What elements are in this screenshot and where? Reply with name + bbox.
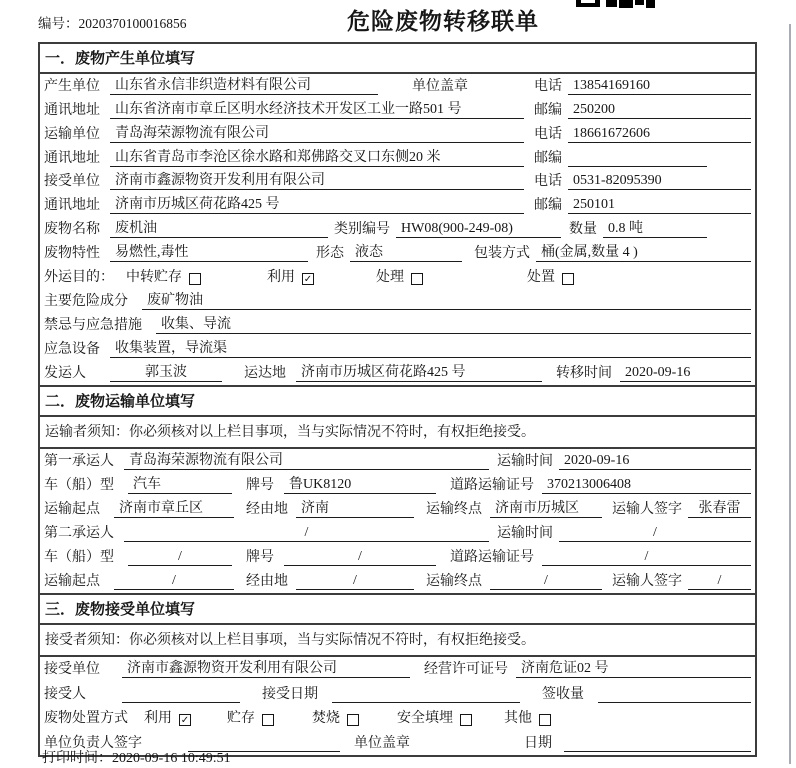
form-row-carrier2-vehicle (40, 545, 755, 569)
transport-time-label: 运输时间 (497, 525, 553, 541)
accept-date-value (332, 686, 520, 703)
producer-zip-value: 250200 (568, 102, 751, 119)
carrier2-sign-value: / (688, 573, 751, 590)
road-permit-label: 道路运输证号 (450, 549, 534, 565)
carrier-sign-label: 运输人签字 (612, 573, 682, 589)
acceptor-label: 接受人 (44, 686, 86, 702)
purpose-use-checkbox: ✓ (303, 274, 313, 286)
shipper-label: 发运人 (44, 365, 86, 381)
packaging-label: 包装方式 (474, 246, 530, 262)
section2-heading: 二．废物运输单位填写 (40, 385, 755, 417)
accept-unit-value: 济南市鑫源物资开发利用有限公司 (122, 657, 410, 678)
quantity-value: 0.8 吨 (603, 217, 707, 238)
manifest-table (38, 42, 757, 757)
form-row-carrier2-route (40, 569, 755, 593)
destination-label: 运达地 (244, 365, 286, 381)
unit-seal-label: 单位盖章 (354, 735, 410, 751)
disposal-landfill-label: 安全填埋 (397, 711, 453, 727)
section2-notice: 运输者须知：你必须核对以上栏目事项，当与实际情况不符时，有权拒绝接受。 (40, 417, 755, 449)
hazard-label: 主要危险成分 (44, 293, 128, 309)
receiver-value: 济南市鑫源物资开发利用有限公司 (110, 169, 524, 190)
measures-label: 禁忌与应急措施 (44, 317, 142, 333)
disposal-burn-checkbox (347, 714, 359, 726)
waste-name-value: 废机油 (110, 217, 328, 238)
receiver-address-value: 济南市历城区荷花路425 号 (110, 193, 524, 214)
form-row-carrier2 (40, 521, 755, 545)
address-label: 通讯地址 (44, 150, 100, 166)
document-title: 危险废物转移联单 (347, 9, 539, 34)
form-row-accept-unit (40, 657, 755, 682)
form-row-disposal (40, 706, 755, 731)
carrier1-permit-value: 370213006408 (542, 477, 751, 494)
via-label: 经由地 (246, 573, 288, 589)
transfer-time-value: 2020-09-16 (620, 365, 751, 382)
carrier-sign-label: 运输人签字 (612, 501, 682, 517)
form-row-measures (40, 313, 755, 337)
carrier2-label: 第二承运人 (44, 525, 114, 541)
disposal-store-label: 贮存 (227, 711, 255, 727)
print-time-label: 打印时间： (42, 751, 112, 766)
purpose-transfer-label: 中转贮存 (126, 270, 182, 286)
license-label: 经营许可证号 (424, 662, 508, 678)
form-row-receiver-address (40, 193, 755, 217)
section1-body (40, 74, 755, 385)
carrier2-plate-value: / (284, 549, 436, 566)
form-row-transport-unit (40, 122, 755, 146)
zip-label: 邮编 (534, 150, 562, 166)
form-row-waste-trait (40, 241, 755, 265)
form-row-carrier1-route (40, 497, 755, 521)
hazard-value: 废矿物油 (142, 289, 751, 310)
carrier1-vehicle-value: 汽车 (128, 473, 232, 494)
phone-label: 电话 (534, 78, 562, 94)
destination-value: 济南市历城区荷花路425 号 (296, 361, 542, 382)
carrier-value: 青岛海荣源物流有限公司 (110, 122, 524, 143)
disposal-landfill-checkbox (460, 714, 472, 726)
producer-phone-value: 13854169160 (568, 78, 751, 95)
producer-address-value: 山东省济南市章丘区明水经济技术开发区工业一路501 号 (110, 98, 524, 119)
disposal-label: 废物处置方式 (44, 711, 128, 727)
vehicle-type-label: 车（船）型 (44, 477, 114, 493)
carrier1-plate-value: 鲁UK8120 (284, 473, 436, 494)
address-label: 通讯地址 (44, 102, 100, 118)
responsible-sign-label: 单位负责人签字 (44, 735, 142, 751)
carrier2-permit-value: / (542, 549, 751, 566)
disposal-use-checkbox: ✓ (180, 715, 190, 727)
carrier-address-value: 山东省青岛市李沧区徐水路和郑佛路交叉口东侧20 米 (110, 146, 524, 167)
carrier2-time-value: / (559, 525, 751, 542)
form-row-receiver-unit (40, 170, 755, 194)
print-time-line (42, 747, 231, 767)
carrier1-value: 青岛海荣源物流有限公司 (124, 449, 489, 470)
license-value: 济南危证02 号 (516, 657, 751, 678)
receiver-phone-value: 0531-82095390 (568, 173, 751, 190)
carrier1-label: 第一承运人 (44, 453, 114, 469)
quantity-label: 数量 (569, 222, 597, 238)
waste-name-label: 废物名称 (44, 222, 100, 238)
transport-time-label: 运输时间 (497, 453, 553, 469)
section2-body (40, 449, 755, 593)
end-label: 运输终点 (426, 501, 482, 517)
producer-value: 山东省永信非织造材料有限公司 (110, 74, 378, 95)
shipper-value: 郭玉波 (110, 361, 222, 382)
acceptor-value (122, 686, 240, 703)
purpose-treat-label: 处理 (376, 270, 404, 286)
disposal-other-checkbox (539, 714, 551, 726)
carrier1-end-value: 济南市历城区 (490, 497, 602, 518)
section1-heading: 一．废物产生单位填写 (40, 44, 755, 74)
zip-label: 邮编 (534, 102, 562, 118)
carrier2-via-value: / (296, 573, 414, 590)
disposal-burn-label: 焚烧 (312, 711, 340, 727)
carrier-label: 运输单位 (44, 126, 100, 142)
form-state-value: 液态 (350, 241, 462, 262)
plate-label: 牌号 (246, 549, 274, 565)
carrier2-origin-value: / (114, 573, 234, 590)
trait-value: 易燃性,毒性 (110, 241, 308, 262)
qr-stamp-fragment-icon (576, 0, 658, 9)
received-qty-label: 签收量 (542, 686, 584, 702)
trait-label: 废物特性 (44, 246, 100, 262)
equipment-value: 收集装置，导流渠 (110, 337, 751, 358)
form-row-producer (40, 74, 755, 98)
section3-notice: 接受者须知：你必须核对以上栏目事项，当与实际情况不符时，有权拒绝接受。 (40, 625, 755, 657)
phone-label: 电话 (534, 126, 562, 142)
origin-label: 运输起点 (44, 573, 100, 589)
form-row-acceptor (40, 681, 755, 706)
purpose-label: 外运目的： (44, 270, 114, 286)
purpose-dispose-checkbox (562, 273, 574, 285)
plate-label: 牌号 (246, 477, 274, 493)
form-row-purpose (40, 265, 755, 289)
page-edge-line (789, 24, 791, 764)
carrier1-sign-value: 张春雷 (688, 497, 751, 518)
form-row-producer-address (40, 98, 755, 122)
purpose-transfer-checkbox (189, 273, 201, 285)
accept-unit-label: 接受单位 (44, 662, 100, 678)
purpose-treat-checkbox (411, 273, 423, 285)
serial-label: 编号： (38, 16, 79, 31)
vehicle-type-label: 车（船）型 (44, 549, 114, 565)
road-permit-label: 道路运输证号 (450, 477, 534, 493)
carrier1-via-value: 济南 (296, 497, 414, 518)
receiver-label: 接受单位 (44, 174, 100, 190)
date-value (564, 735, 751, 752)
carrier2-vehicle-value: / (128, 549, 232, 566)
seal-label: 单位盖章 (412, 78, 468, 94)
end-label: 运输终点 (426, 573, 482, 589)
carrier-phone-value: 18661672606 (568, 126, 751, 143)
received-qty-value (598, 686, 751, 703)
form-row-carrier1-vehicle (40, 473, 755, 497)
form-row-carrier-address (40, 146, 755, 170)
carrier1-origin-value: 济南市章丘区 (114, 497, 234, 518)
purpose-use-label: 利用 (267, 270, 295, 286)
disposal-use-label: 利用 (144, 711, 172, 727)
carrier2-value: / (124, 525, 489, 542)
address-label: 通讯地址 (44, 198, 100, 214)
form-row-carrier1 (40, 449, 755, 473)
measures-value: 收集、导流 (156, 313, 751, 334)
packaging-value: 桶(金属,数量 4 ) (536, 241, 751, 262)
print-time-value: 2020-09-16 10:49:51 (112, 751, 231, 766)
receiver-zip-value: 250101 (568, 197, 751, 214)
zip-label: 邮编 (534, 198, 562, 214)
serial-number: 2020370100016856 (78, 16, 187, 31)
form-row-shipper (40, 361, 755, 385)
equipment-label: 应急设备 (44, 341, 100, 357)
date-label: 日期 (524, 735, 552, 751)
producer-label: 产生单位 (44, 78, 100, 94)
form-row-hazard (40, 289, 755, 313)
form-row-equipment (40, 337, 755, 361)
carrier1-time-value: 2020-09-16 (559, 453, 751, 470)
accept-date-label: 接受日期 (262, 686, 318, 702)
carrier-zip-value (568, 150, 707, 167)
phone-label: 电话 (534, 174, 562, 190)
disposal-store-checkbox (262, 714, 274, 726)
purpose-dispose-label: 处置 (527, 270, 555, 286)
form-row-waste-name (40, 217, 755, 241)
via-label: 经由地 (246, 501, 288, 517)
form-state-label: 形态 (316, 246, 344, 262)
category-value: HW08(900-249-08) (396, 221, 561, 238)
section3-body (40, 657, 755, 755)
category-label: 类别编号 (334, 222, 390, 238)
transfer-time-label: 转移时间 (556, 365, 612, 381)
section3-heading: 三．废物接受单位填写 (40, 593, 755, 625)
carrier2-end-value: / (490, 573, 602, 590)
disposal-other-label: 其他 (504, 711, 532, 727)
origin-label: 运输起点 (44, 501, 100, 517)
